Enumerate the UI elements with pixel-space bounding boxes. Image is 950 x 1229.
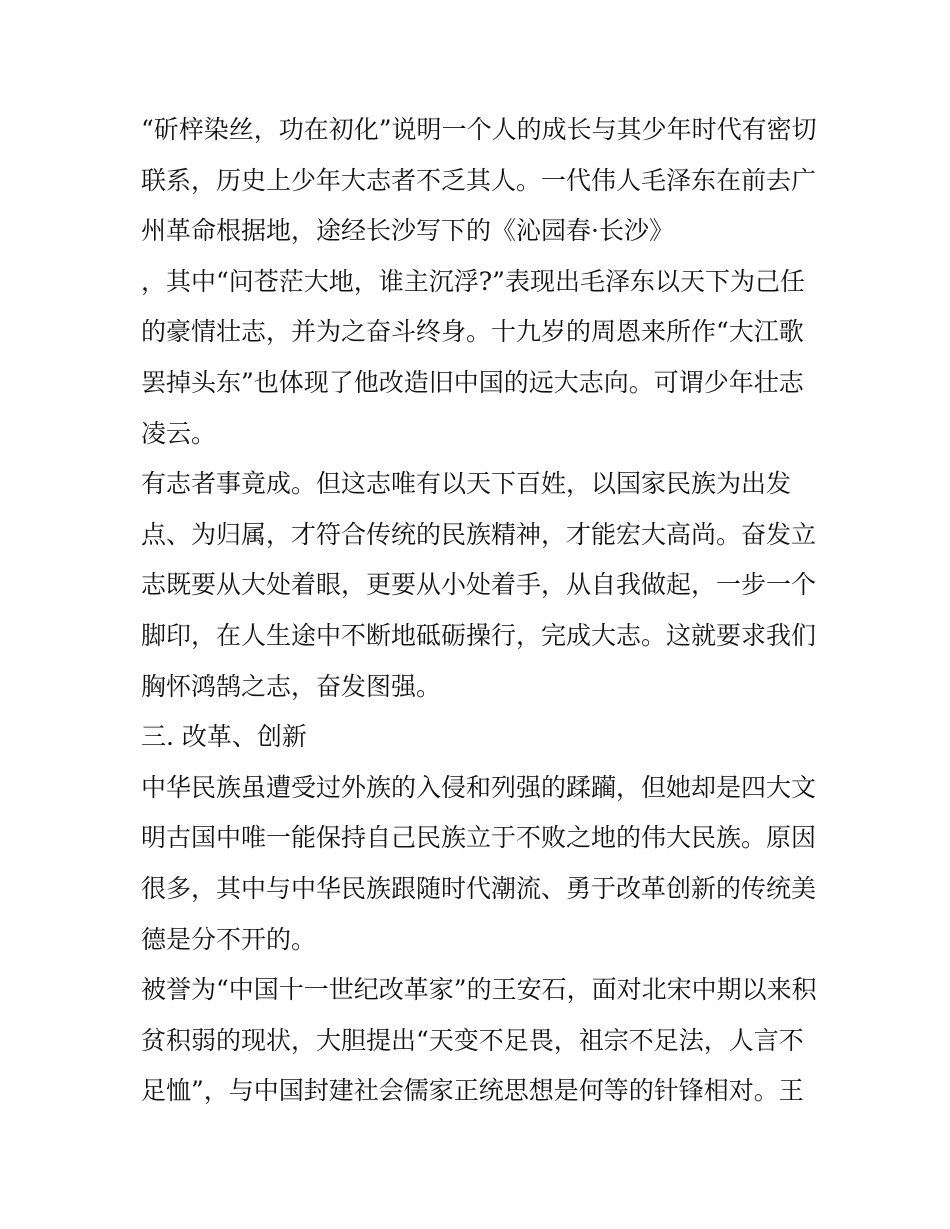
paragraph-determination [141,459,821,712]
text-line: 点、为归属，才符合传统的民族精神，才能宏大高尚。奋发立 [141,519,817,549]
text-line: 脚印，在人生途中不断地砥砺操行，完成大志。这就要求我们 [141,620,817,650]
document-body [141,105,821,1117]
paragraph-youthful-ambition [141,105,821,459]
text-line: 中华民族虽遭受过外族的入侵和列强的蹂躏，但她却是四大文 [141,772,817,802]
paragraph-wang-anshi [141,965,821,1117]
text-line: 凌云。 [141,418,217,448]
text-line: 有志者事竟成。但这志唯有以天下百姓，以国家民族为出发 [141,469,792,499]
text-line: 联系，历史上少年大志者不乏其人。一代伟人毛泽东在前去广 [141,165,817,195]
text-line: 德是分不开的。 [141,924,317,954]
text-line: 的豪情壮志，并为之奋斗终身。十九岁的周恩来所作“大江歌 [141,317,804,347]
text-line: 被誉为“中国十一世纪改革家”的王安石，面对北宋中期以来积 [141,975,817,1005]
text-line: 州革命根据地，途经长沙写下的《沁园春·长沙》 [141,216,674,246]
text-line: “斫梓染丝，功在初化”说明一个人的成长与其少年时代有密切 [141,115,817,144]
text-line: ，其中“问苍茫大地，谁主沉浮?”表现出毛泽东以天下为己任 [141,266,805,296]
text-line: 志既要从大处着眼，更要从小处着手，从自我做起，一步一个 [141,570,817,600]
text-line: 贫积弱的现状，大胆提出“天变不足畏，祖宗不足法，人言不 [141,1025,804,1055]
text-line: 足恤”，与中国封建社会儒家正统思想是何等的针锋相对。王 [141,1076,804,1106]
text-line: 很多，其中与中华民族跟随时代潮流、勇于改革创新的传统美 [141,873,817,903]
text-line: 明古国中唯一能保持自己民族立于不败之地的伟大民族。原因 [141,823,817,853]
text-line: 胸怀鸿鹄之志，奋发图强。 [141,671,442,701]
paragraph-reform-nation [141,763,821,965]
text-line: 罢掉头东”也体现了他改造旧中国的远大志向。可谓少年壮志 [141,367,804,397]
section-heading: 三. 改革、创新 [141,722,307,752]
